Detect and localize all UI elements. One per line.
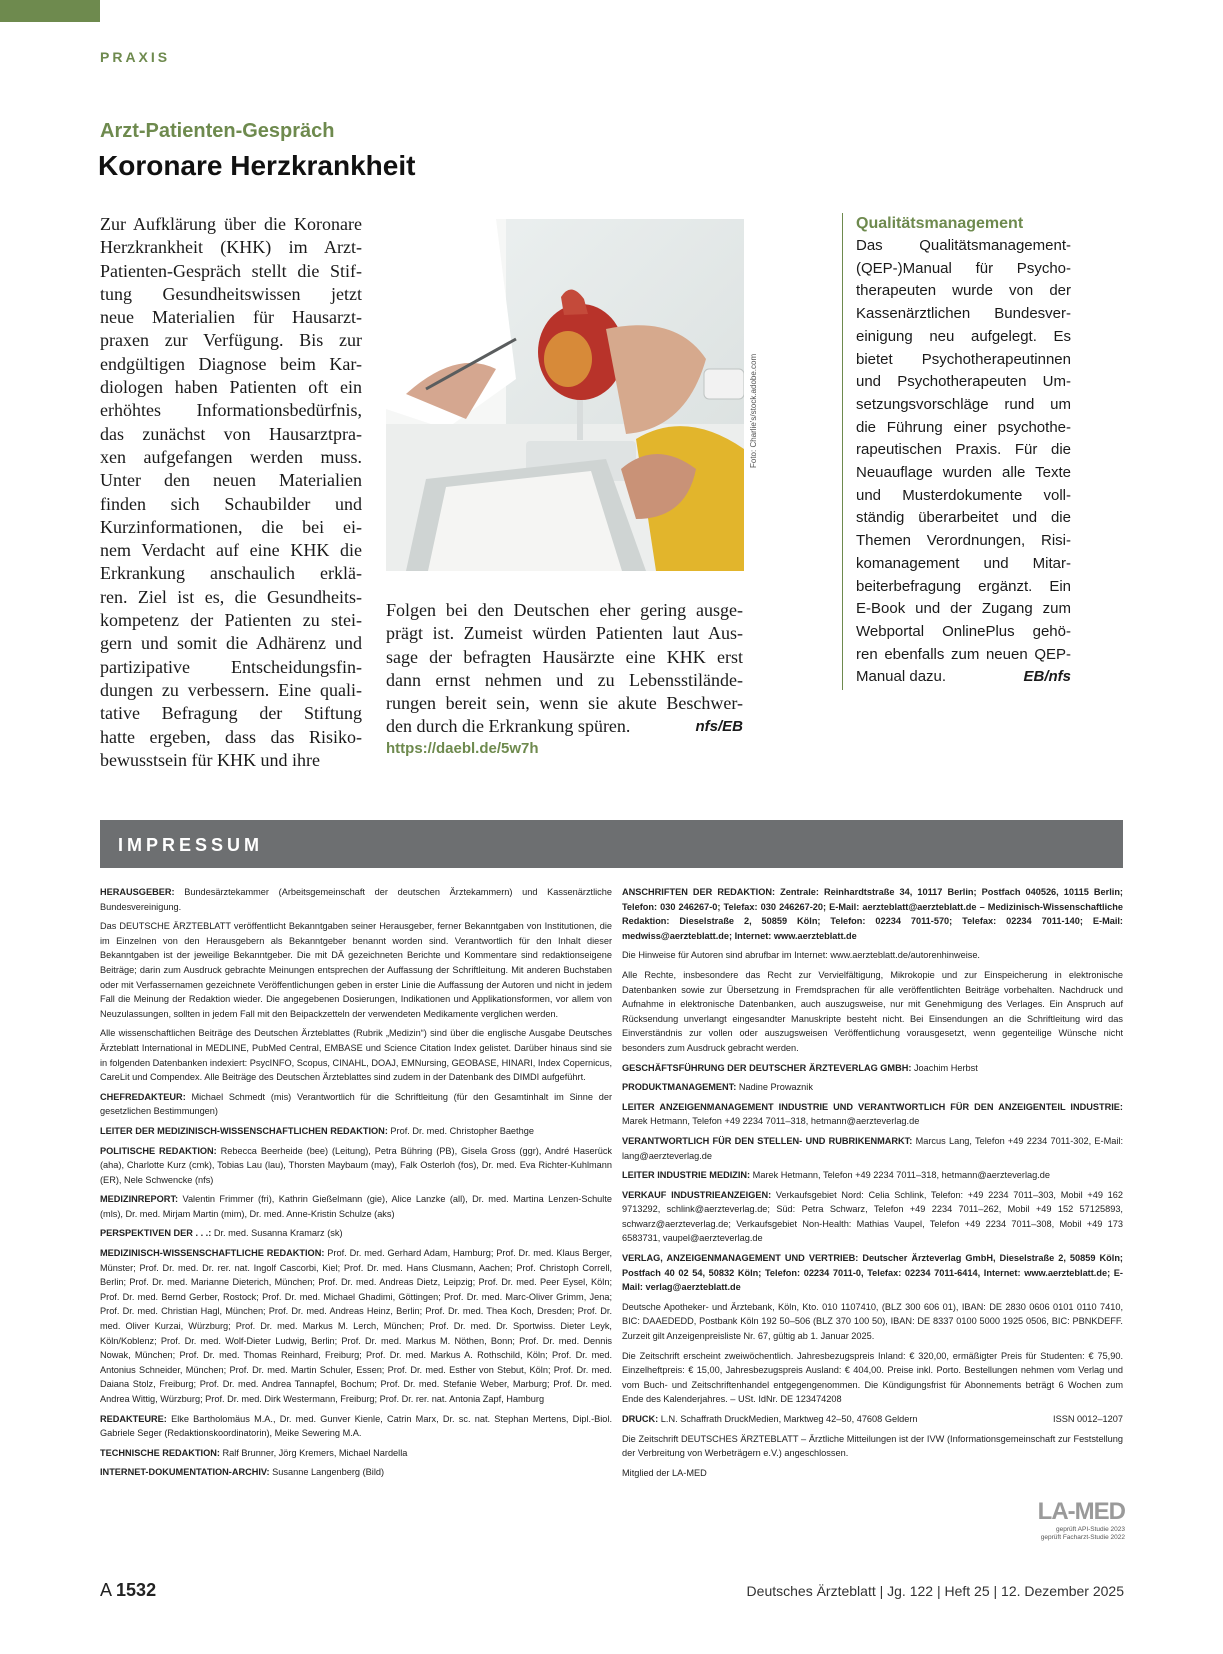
impressum-text: Alle wissenschaftlichen Beiträge des Deutschen Ärzteblattes (Rubrik „Medizin“) sind über die englische Ausgabe Deutsches Ärzteblatt International in MEDLINE, PubMed Central, EMBASE und Science Citation Index gelistet. Darüber hinaus sind sie in folgenden Datenbanken indexiert: PsycINFO, Scopus, CINAHL, DOAJ, EMNursing, GEOBASE, HINARI, Index Copernicus, CareLit und Compendex. Alle Beiträge des Deutschen Ärzteblattes sind zudem in der Datenbank des DIMDI aufgeführt. bbox=[100, 1028, 612, 1083]
text-line-content: Manual dazu. bbox=[856, 668, 947, 686]
impressum-block bbox=[622, 1466, 1123, 1481]
text-line: dungen zu verbessern. Eine quali- bbox=[100, 679, 362, 700]
text-line: und Musterdokumente voll- bbox=[856, 486, 1071, 504]
text-line: tung Gesundheitswissen jetzt bbox=[100, 283, 362, 304]
impressum-text: Rebecca Beerheide (bee) (Leitung), Petra Bühring (PB), Gisela Gross (ggr), André Haserück (aha), Charlotte Kurz (cmk), Tobias Lau (lau), Thorsten Maybaum (may), Falk Osterloh (fos), Dr. med. Eva Richter-Kuhlmann (ER), Nele Schwencke (nfs) bbox=[100, 1145, 613, 1185]
text-line: Neuauflage wurden alle Texte bbox=[856, 464, 1071, 482]
text-line: die Führung einer psychothe- bbox=[856, 418, 1071, 436]
text-line: Erkrankung anschaulich erklä- bbox=[100, 563, 362, 584]
impressum-text: L.N. Schaffrath DruckMedien, Marktweg 42–50, 47608 Geldern bbox=[658, 1414, 918, 1424]
text-line: ren ebenfalls zum neuen QEP- bbox=[856, 645, 1071, 663]
impressum-block bbox=[622, 1100, 1123, 1129]
text-line: xen aufgefangen werden muss. bbox=[100, 446, 362, 467]
impressum-heading: INTERNET-DOKUMENTATION-ARCHIV: bbox=[100, 1467, 270, 1478]
lamed-badge bbox=[1013, 1498, 1125, 1542]
text-line: Kurzinformationen, die bei ei- bbox=[100, 516, 362, 537]
impressum-block bbox=[622, 1188, 1123, 1246]
impressum-text: Marek Hetmann, Telefon +49 2234 7011–318, hetmann@aerzteverlag.de bbox=[750, 1170, 1050, 1181]
impressum-heading: MEDIZINREPORT: bbox=[100, 1194, 179, 1205]
text-line: therapeuten wurde von der bbox=[856, 282, 1071, 300]
impressum-text: Bundesärztekammer (Arbeitsgemeinschaft der deutschen Ärztekammern) und Kassenärztliche Bundesvereinigung. bbox=[100, 887, 612, 912]
impressum-text: Michael Schmedt (mis) Verantwortlich für die Schriftleitung (für den Gesamtinhalt im Sinne der gesetzlichen Bestimmungen) bbox=[100, 1091, 612, 1117]
impressum-block bbox=[100, 1465, 612, 1480]
impressum-block bbox=[622, 1134, 1123, 1163]
impressum-text: Die Zeitschrift DEUTSCHES ÄRZTEBLATT – Ärztliche Mitteilungen ist der IVW (Informationsgemeinschaft zur Feststellung der Verbreitung von Werbeträgern e.V.) angeschlossen. bbox=[622, 1433, 1123, 1459]
impressum-text: Dr. med. Susanna Kramarz (sk) bbox=[211, 1228, 343, 1239]
impressum-text: Marek Hetmann, Telefon +49 2234 7011–318, hetmann@aerzteverlag.de bbox=[622, 1116, 920, 1127]
text-line: prägt ist. Zumeist würden Patienten laut Aus- bbox=[386, 623, 743, 644]
impressum-block bbox=[100, 1090, 612, 1119]
impressum-block bbox=[100, 1446, 612, 1461]
impressum-text: Deutsche Apotheker- und Ärztebank, Köln, Kto. 010 1107410, (BLZ 300 606 01), IBAN: DE 2830 0606 0101 0110 7410, BIC: DAAEDEDD, Postbank Köln 192 50–506 (BLZ 370 100 50), IBAN: DE 8337 0100 5000 1925 0506, BIC: PBNKDEFF. Zurzeit gilt Anzeigenpreisliste Nr. 67, gültig ab 1. Januar 2025. bbox=[622, 1301, 1123, 1342]
impressum-block bbox=[622, 1412, 1123, 1427]
impressum-heading: VERLAG, ANZEIGENMANAGEMENT UND VERTRIEB: Deutscher Ärzteverlag GmbH, Dieselstraße 2, 50859 Köln; Postfach 40 02 54, 50832 Köln; Telefon: 02234 7011-0, Telefax: 02234 7011-6414, Internet: www.aerzteblatt.de; E-Mail: verlag@aerzteblatt.de bbox=[622, 1253, 1123, 1293]
lamed-line-1: geprüft API-Studie 2023 bbox=[1055, 1526, 1125, 1533]
impressum-heading: GESCHÄFTSFÜHRUNG DER DEUTSCHER ÄRZTEVERLAG GMBH: bbox=[622, 1062, 912, 1073]
impressum-heading: POLITISCHE REDAKTION: bbox=[100, 1145, 217, 1156]
article-column-2 bbox=[386, 599, 743, 739]
text-line: (QEP-)Manual für Psycho- bbox=[856, 259, 1071, 277]
impressum-heading: LEITER ANZEIGENMANAGEMENT INDUSTRIE UND VERANTWORTLICH FÜR DEN ANZEIGENTEIL INDUSTRIE: bbox=[622, 1101, 1123, 1112]
impressum-text: Prof. Dr. med. Christopher Baethge bbox=[387, 1125, 534, 1136]
impressum-block bbox=[100, 1412, 612, 1441]
photo-credit: Foto: Charlie’s/stock.adobe.com bbox=[749, 353, 758, 468]
issn: ISSN 0012–1207 bbox=[1053, 1414, 1123, 1424]
lamed-logo: LA-MED bbox=[1037, 1498, 1125, 1525]
text-line: tative Befragung der Stiftung bbox=[100, 703, 362, 724]
text-line: rungen bereit sein, wenn sie akute Beschwer- bbox=[386, 693, 743, 714]
sidebar-box bbox=[842, 213, 1071, 690]
article-column-1 bbox=[100, 213, 362, 772]
text-line: kompetenz der Patienten zu stei- bbox=[100, 610, 362, 631]
text-line: einigung neu aufgelegt. Es bbox=[856, 327, 1071, 345]
impressum-block bbox=[100, 1144, 612, 1188]
text-line: Patienten-Gespräch stellt die Stif- bbox=[100, 260, 362, 281]
text-line: praxen zur Verfügung. Bis zur bbox=[100, 330, 362, 351]
impressum-block bbox=[100, 1226, 612, 1241]
text-line: beiterbefragung ergänzt. Ein bbox=[856, 577, 1071, 595]
impressum-heading: VERANTWORTLICH FÜR DEN STELLEN- UND RUBRIKENMARKT: bbox=[622, 1135, 913, 1146]
page-prefix: A bbox=[100, 1580, 112, 1600]
page-number-value: 1532 bbox=[116, 1580, 157, 1600]
impressum-heading: LEITER DER MEDIZINISCH-WISSENSCHAFTLICHEN REDAKTION: bbox=[100, 1125, 388, 1136]
article-kicker: Arzt-Patienten-Gespräch bbox=[100, 120, 335, 142]
impressum-heading: LEITER INDUSTRIE MEDIZIN: bbox=[622, 1170, 751, 1181]
lamed-line-2: geprüft Facharzt-Studie 2022 bbox=[1040, 1534, 1125, 1541]
text-line: Das Qualitätsmanagement- bbox=[856, 237, 1071, 254]
text-line: Zur Aufklärung über die Koronare bbox=[100, 214, 362, 234]
impressum-block bbox=[622, 1080, 1123, 1095]
impressum-block bbox=[622, 1300, 1123, 1344]
text-line: setzungsvorschläge rund um bbox=[856, 395, 1071, 413]
impressum-heading: TECHNISCHE REDAKTION: bbox=[100, 1447, 220, 1458]
text-line: Themen Verordnungen, Risi- bbox=[856, 532, 1071, 550]
impressum-block bbox=[100, 919, 612, 1021]
text-line: sage der befragten Hausärzte eine KHK erst bbox=[386, 646, 743, 667]
text-line: nem Verdacht auf eine KHK die bbox=[100, 540, 362, 561]
text-line-content: den durch die Erkrankung spüren. bbox=[386, 716, 631, 737]
text-line: hatte ergeben, dass das Risiko- bbox=[100, 726, 362, 747]
sidebar-text bbox=[856, 235, 1071, 689]
journal-info: Deutsches Ärzteblatt | Jg. 122 | Heft 25 | 12. Dezember 2025 bbox=[746, 1583, 1124, 1599]
text-line: erhöhtes Informationsbedürfnis, bbox=[100, 400, 362, 421]
text-line: rapeutischen Praxis. Für die bbox=[856, 441, 1071, 459]
impressum-text: Die Zeitschrift erscheint zweiwöchentlich. Jahresbezugspreis Inland: € 320,00, ermäßigter Preis für Studenten: € 75,90. Einzelheftpreis: € 15,00, Jahresbezugspreis Ausland: € 404,00. Preise inkl. Porto. Bestellungen nehmen vom Verlag und vom Buch- und Zeitschriftenhandel entgegengenommen. Die Kündigungsfrist für Abonnements beträgt 6 Wochen zum Ende des Kalenderjahres. – USt. IdNr. DE 123474208 bbox=[622, 1350, 1123, 1405]
impressum-heading: PERSPEKTIVEN DER . . .: bbox=[100, 1228, 212, 1239]
impressum-text: Verkaufsgebiet Nord: Celia Schlink, Telefon: +49 2234 7011–303, Mobil +49 162 9713292, schlink@aerzteverlag.de; Süd: Petra Schwarz, Telefon +49 2234 7011–262, Mobil +49 152 57125893, schwarz@aerzteverlag.de; Verkaufsgebiet Non-Health: Mathias Vaupel, Telefon +49 2234 7011–308, Mobil +49 173 6583731, vaupel@aerzteverlag.de bbox=[622, 1189, 1123, 1244]
text-line: bewusstsein für KHK und ihre bbox=[100, 749, 320, 770]
section-label: PRAXIS bbox=[100, 49, 171, 65]
text-line: ren. Ziel ist es, die Gesundheits- bbox=[100, 586, 362, 607]
text-line: dann ernst nehmen und zu Lebensstilände- bbox=[386, 669, 743, 690]
text-line: diologen haben Patienten oft ein bbox=[100, 377, 362, 398]
impressum-block bbox=[622, 968, 1123, 1056]
impressum-text: Die Hinweise für Autoren sind abrufbar im Internet: www.aerzteblatt.de/autorenhinweise. bbox=[622, 950, 980, 961]
impressum-block bbox=[622, 885, 1123, 943]
text-line: Kassenärztlichen Bundesver- bbox=[856, 305, 1071, 323]
impressum-heading: CHEFREDAKTEUR: bbox=[100, 1091, 186, 1102]
impressum-heading: DRUCK: bbox=[622, 1414, 659, 1424]
impressum-heading: HERAUSGEBER: bbox=[100, 887, 175, 897]
text-line: ständig überarbeitet und die bbox=[856, 509, 1071, 527]
impressum-text: Susanne Langenberg (Bild) bbox=[269, 1467, 385, 1478]
text-line: komanagement und Mitar- bbox=[856, 554, 1071, 572]
text-line: und Psychotherapeuten Um- bbox=[856, 373, 1071, 391]
impressum-heading: VERKAUF INDUSTRIEANZEIGEN: bbox=[622, 1189, 772, 1200]
text-line: das zunächst von Hausarztpra- bbox=[100, 423, 362, 444]
page-number bbox=[100, 1580, 156, 1601]
text-line: Webportal OnlinePlus gehö- bbox=[856, 622, 1071, 640]
impressum-block bbox=[100, 1192, 612, 1221]
impressum-text: Elke Bartholomäus M.A., Dr. med. Gunver Kienle, Catrin Marx, Dr. sc. nat. Stephan Mertens, Dipl.-Biol. Gabriele Seger (Redaktionskoordinatorin), Meike Sewering M.A. bbox=[100, 1413, 612, 1439]
impressum-block bbox=[622, 1349, 1123, 1407]
text-line: neue Materialien für Hausarzt- bbox=[100, 307, 362, 328]
impressum-label: IMPRESSUM bbox=[118, 835, 264, 855]
impressum-text: Ralf Brunner, Jörg Kremers, Michael Nardella bbox=[219, 1447, 408, 1458]
text-line: endgültigen Diagnose beim Kar- bbox=[100, 353, 362, 374]
text-line: gern und somit die Adhärenz und bbox=[100, 633, 362, 654]
impressum-block bbox=[622, 948, 1123, 963]
impressum-heading: REDAKTEURE: bbox=[100, 1413, 167, 1424]
impressum-right-column bbox=[622, 885, 1123, 1485]
impressum-block bbox=[100, 1026, 612, 1084]
impressum-block bbox=[622, 1432, 1123, 1461]
impressum-text: Das DEUTSCHE ÄRZTEBLATT veröffentlicht Bekanntgaben seiner Herausgeber, ferner Bekanntgaben von Institutionen, die im Einzelnen von den Herausgebern als Bekanntgeber benannt worden sind. Verantwortlich für den Inhalt dieser Bekanntgaben ist der jeweilige Bekanntgeber. Die mit DÄ gezeichneten Berichte und Kommentare sind redaktionseigene Beiträge; darin zum Ausdruck gebrachte Meinungen entsprechen der Auffassung der Schriftleitung. Mit anderen Buchstaben oder mit Verfassernamen gezeichnete Veröffentlichungen geben in erster Linie die Auffassung der Autoren und nicht in jedem Fall die Meinung der Redaktion wieder. Die angegebenen Dosierungen, Indikationen und Applikationsformen, vor allem von Neuzulassungen, sollten in jedem Fall mit den Beipackzetteln der verwendeten Medikamente verglichen werden. bbox=[100, 921, 612, 1019]
text-line bbox=[856, 666, 1071, 689]
text-line: bietet Psychotherapeutinnen bbox=[856, 350, 1071, 368]
impressum-heading: PRODUKTMANAGEMENT: bbox=[622, 1082, 737, 1093]
text-line: finden sich Schaubilder und bbox=[100, 493, 362, 514]
impressum-heading: MEDIZINISCH-WISSENSCHAFTLICHE REDAKTION: bbox=[100, 1248, 325, 1259]
sidebar-title: Qualitätsmanagement bbox=[856, 215, 1024, 232]
article-title: Koronare Herzkrankheit bbox=[98, 150, 416, 181]
impressum-heading: ANSCHRIFTEN DER REDAKTION: Zentrale: Reinhardtstraße 34, 10117 Berlin; Postfach 040526, 10115 Berlin; Telefon: 030 246267-0; Telefax: 030 246267-20; E-Mail: aerzteblatt@aerzteblatt.de – Medizinisch-Wissenschaftliche Redaktion: Dieselstraße 2, 50859 Köln; Telefon: 02234 7011-570; Telefax: 02234 7011-140; E-Mail: medwiss@aerzteblatt.de; Internet: www.aerzteblatt.de bbox=[622, 887, 1123, 941]
impressum-text: Prof. Dr. med. Gerhard Adam, Hamburg; Prof. Dr. med. Klaus Berger, Münster; Prof. Dr. med. Dr. rer. nat. Ingolf Cascorbi, Kiel; Prof. Dr. med. Hans Clusmann, Aachen; Prof. Christoph Correll, Berlin; Prof. Dr. med. Marianne Dieterich, München; Prof. Dr. med. Andreas Dietz, Leipzig; Prof. Dr. med. Peer Eysel, Köln; Prof. Dr. med. Bernd Gerber, Rostock; Prof. Dr. med. Michael Ghadimi, Göttingen; Prof. Dr. med. Marc-Oliver Grimm, Jena; Prof. Dr. med. Christian Hagl, München; Prof. Dr. med. Andreas Heinz, Berlin; Prof. Dr. med. Thea Koch, Dresden; Prof. Dr. med. Oliver Kurzai, Würzburg; Prof. Dr. med. Markus M. Lerch, München; Prof. Dr. med. Dr. Sportwiss. Dieter Leyk, Köln/Koblenz; Prof. Dr. med. Wolf-Dieter Ludwig, Berlin; Prof. Dr. med. Markus M. Nöthen, Bonn; Prof. Dr. med. Dennis Nowak, München; Prof. Dr. med. Thomas Reinhard, Freiburg; Prof. Dr. med. Markus A. Rothschild, Köln; Prof. Dr. med. Antonius Schneider, München; Prof. Dr. med. Martin Schuler, Essen; Prof. Dr. med. Esther von Stebut, Köln; Prof. Dr. med. Daiana Stolz, Freiburg; Prof. Dr. med. Andrea Tannapfel, Bochum; Prof. Dr. med. Stefanie Weber, Marburg; Prof. Dr. med. Andrea Wittig, Würzburg; Prof. Dr. med. Dirk Westermann, Freiburg; Prof. Dr. rer. nat. Antonia Zapf, Hamburg bbox=[100, 1248, 612, 1404]
impressum-block bbox=[100, 1124, 612, 1139]
article-photo bbox=[386, 219, 744, 571]
text-line bbox=[386, 715, 743, 738]
text-line: E-Book und der Zugang zum bbox=[856, 600, 1071, 618]
impressum-block bbox=[622, 1251, 1123, 1295]
impressum-text: Nadine Prowaznik bbox=[736, 1082, 813, 1093]
impressum-text: Alle Rechte, insbesondere das Recht zur Vervielfältigung, Mikrokopie und zur Einspeicherung in elektronische Datenbanken sowie zur Übersetzung in Fremdsprachen für alle veröffentlichten Beiträge vorbehalten. Nachdruck und Aufnahme in elektronische Datenbanken, auch auszugsweise, nur mit Genehmigung des Verlages. Ein Anspruch auf Rücksendung unverlangt eingesandter Manuskripte besteht nicht. Bei Einsendungen an die Schriftleitung wird das Einverständnis zur vollen oder auszugsweisen Veröffentlichung vorausgesetzt, wenn gegenteilige Wünsche nicht besonders zum Ausdruck gebracht werden. bbox=[622, 969, 1123, 1053]
top-accent-bar bbox=[0, 0, 100, 22]
impressum-text: Marcus Lang, Telefon +49 2234 7011-302, E-Mail: lang@aerzteverlag.de bbox=[622, 1135, 1123, 1161]
impressum-text: Joachim Herbst bbox=[911, 1062, 978, 1073]
text-line: Folgen bei den Deutschen eher gering ausge- bbox=[386, 600, 743, 620]
text-line: partizipative Entscheidungsfin- bbox=[100, 656, 362, 677]
impressum-text: Valentin Frimmer (fri), Kathrin Gießelmann (gie), Alice Lanzke (all), Dr. med. Martina Lenzen-Schulte (mls), Dr. med. Mirjam Martin (mim), Dr. med. Anne-Kristin Schulze (aks) bbox=[100, 1194, 612, 1219]
author-signature: nfs/EB bbox=[695, 718, 743, 736]
impressum-text: Mitglied der LA-MED bbox=[622, 1467, 707, 1478]
impressum-block bbox=[622, 1168, 1123, 1183]
text-line: Unter den neuen Materialien bbox=[100, 470, 362, 491]
impressum-block bbox=[100, 1246, 612, 1407]
article-link[interactable]: https://daebl.de/5w7h bbox=[386, 740, 539, 757]
text-line: Herzkrankheit (KHK) im Arzt- bbox=[100, 237, 362, 258]
impressum-left-column bbox=[100, 885, 612, 1485]
author-signature: EB/nfs bbox=[1023, 668, 1071, 686]
impressum-block bbox=[622, 1061, 1123, 1076]
impressum-block bbox=[100, 885, 612, 914]
